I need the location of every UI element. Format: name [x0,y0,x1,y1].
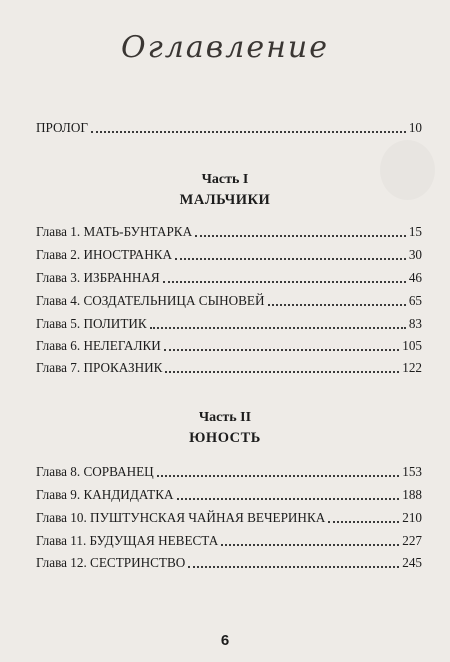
dot-leader [177,498,400,500]
entry-label: Глава 9. КАНДИДАТКА [36,487,174,502]
toc-entry [36,506,422,526]
toc-entry [36,529,422,549]
dot-leader [221,544,399,546]
toc-entry [36,220,422,240]
entry-page: 83 [408,316,422,331]
entry-page: 188 [402,487,422,502]
part-1-label: Часть I [201,172,249,187]
part-2-label: Часть II [198,410,252,425]
entry-label: Глава 3. ИЗБРАННАЯ [36,270,160,285]
toc-entry [36,460,422,480]
dot-leader [163,281,406,283]
entry-page: 105 [402,338,422,353]
dot-leader [157,475,400,477]
entry-label: Глава 5. ПОЛИТИК [36,316,147,331]
entry-page: 46 [408,270,422,285]
toc-entry [36,243,422,263]
entry-page: 30 [408,247,422,262]
page-title: Оглавление [121,30,329,65]
toc-entry [36,312,422,332]
entry-page: 15 [408,224,422,239]
dot-leader [150,327,406,329]
entry-label: Глава 7. ПРОКАЗНИК [36,360,163,375]
toc-entry [36,356,422,376]
dot-leader [165,371,399,373]
entry-page: 245 [402,555,422,570]
show-through-mark [380,140,435,200]
toc-entry-prologue [36,116,422,136]
dot-leader [164,349,399,351]
dot-leader [188,566,399,568]
entry-page: 10 [408,120,422,135]
entry-page: 153 [402,464,422,479]
dot-leader [91,131,406,133]
entry-label: Глава 1. МАТЬ-БУНТАРКА [36,224,193,239]
entry-label: Глава 6. НЕЛЕГАЛКИ [36,338,161,353]
entry-label: Глава 12. СЕСТРИНСТВО [36,555,186,570]
toc-entry [36,551,422,571]
page-number: 6 [220,632,230,649]
dot-leader [328,521,399,523]
entry-page: 122 [402,360,422,375]
entry-label: ПРОЛОГ [36,120,88,135]
dot-leader [195,235,406,237]
dot-leader [175,258,406,260]
toc-entry [36,289,422,309]
entry-label: Глава 11. БУДУЩАЯ НЕВЕСТА [36,533,219,548]
entry-page: 65 [408,293,422,308]
toc-entry [36,334,422,354]
part-2-title: ЮНОСТЬ [189,430,261,446]
entry-label: Глава 2. ИНОСТРАНКА [36,247,173,262]
entry-label: Глава 4. СОЗДАТЕЛЬНИЦА СЫНОВЕЙ [36,293,265,308]
toc-entry [36,266,422,286]
part-1-title: МАЛЬЧИКИ [179,192,271,208]
entry-page: 210 [402,510,422,525]
entry-label: Глава 8. СОРВАНЕЦ [36,464,154,479]
dot-leader [268,304,406,306]
toc-entry [36,483,422,503]
entry-page: 227 [402,533,422,548]
entry-label: Глава 10. ПУШТУНСКАЯ ЧАЙНАЯ ВЕЧЕРИНКА [36,510,326,525]
